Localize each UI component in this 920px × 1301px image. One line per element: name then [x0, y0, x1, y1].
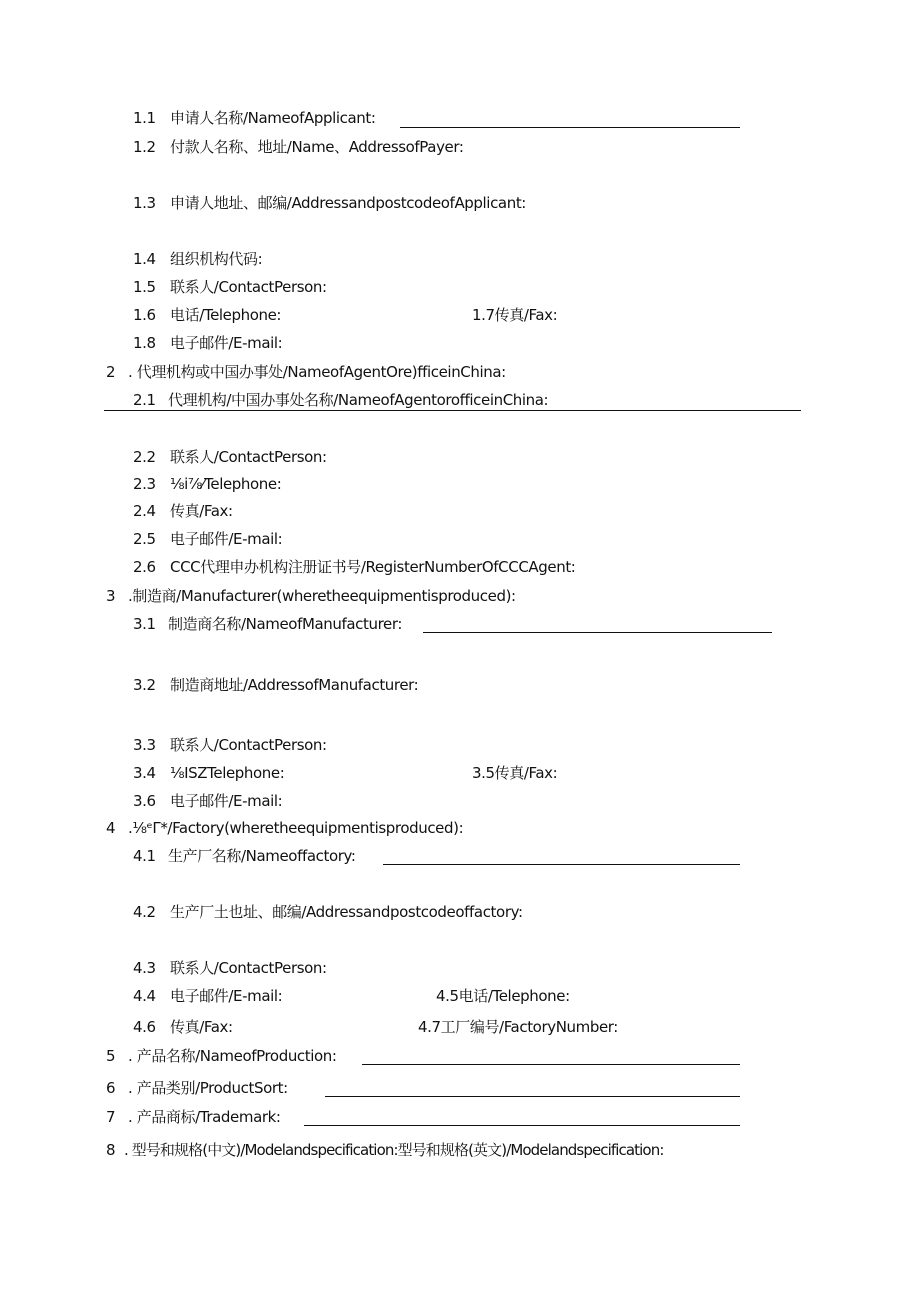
- item-number-3-1: 3.1: [133, 615, 156, 633]
- item-number-2-2: 2.2: [133, 448, 156, 466]
- item-number-2-5: 2.5: [133, 530, 156, 548]
- manufacturer-name-field[interactable]: [423, 632, 772, 633]
- item-number-2-6: 2.6: [133, 558, 156, 576]
- item-number-1-5: 1.5: [133, 278, 156, 296]
- factory-contact-person-label: 联系人/ContactPerson:: [170, 959, 327, 977]
- section-number-8: 8: [106, 1141, 116, 1159]
- agent-section-heading: . 代理机构或中国办事处/NameofAgentOre)fficeinChina:: [128, 363, 506, 381]
- manufacturer-email-label: 电子邮件/E-mail:: [170, 792, 283, 810]
- section-number-3: 3: [106, 587, 116, 605]
- model-specification-label: . 型号和规格(中文)/Modelandspecification:型号和规格(英文)/Modelandspecification:: [124, 1141, 664, 1159]
- item-number-1-8: 1.8: [133, 334, 156, 352]
- item-number-2-3: 2.3: [133, 475, 156, 493]
- manufacturer-name-label: 制造商名称/NameofManufacturer:: [168, 615, 403, 633]
- applicant-name-field[interactable]: [400, 127, 740, 128]
- product-name-field[interactable]: [362, 1064, 740, 1065]
- section-number-5: 5: [106, 1047, 116, 1065]
- section-number-6: 6: [106, 1079, 116, 1097]
- applicant-contact-person-label: 联系人/ContactPerson:: [170, 278, 327, 296]
- manufacturer-fax-label: 3.5传真/Fax:: [472, 764, 558, 782]
- item-number-1-6: 1.6: [133, 306, 156, 324]
- product-name-label: . 产品名称/NameofProduction:: [128, 1047, 337, 1065]
- applicant-name-label: 申请人名称/NameofApplicant:: [170, 109, 376, 127]
- trademark-label: . 产品商标/Trademark:: [128, 1108, 281, 1126]
- item-number-1-4: 1.4: [133, 250, 156, 268]
- ccc-agent-register-number-label: CCC代理申办机构注册证书号/RegisterNumberOfCCCAgent:: [170, 558, 576, 576]
- item-number-3-6: 3.6: [133, 792, 156, 810]
- manufacturer-contact-person-label: 联系人/ContactPerson:: [170, 736, 327, 754]
- product-sort-label: . 产品类别/ProductSort:: [128, 1079, 288, 1097]
- payer-name-address-label: 付款人名称、地址/Name、AddressofPayer:: [170, 138, 464, 156]
- applicant-fax-label: 1.7传真/Fax:: [472, 306, 558, 324]
- agent-contact-person-label: 联系人/ContactPerson:: [170, 448, 327, 466]
- section-number-7: 7: [106, 1108, 116, 1126]
- agent-telephone-label: ⅛i⅞⁄Telephone:: [170, 475, 282, 493]
- applicant-telephone-label: 电话/Telephone:: [170, 306, 282, 324]
- item-number-1-1: 1.1: [133, 109, 156, 127]
- item-number-4-3: 4.3: [133, 959, 156, 977]
- item-number-2-1: 2.1: [133, 391, 156, 409]
- manufacturer-address-label: 制造商地址/AddressofManufacturer:: [170, 676, 419, 694]
- item-number-4-4: 4.4: [133, 987, 156, 1005]
- factory-number-label: 4.7工厂编号/FactoryNumber:: [418, 1018, 618, 1036]
- item-number-1-2: 1.2: [133, 138, 156, 156]
- applicant-address-label: 申请人地址、邮编/AddressandpostcodeofApplicant:: [170, 194, 526, 212]
- agent-fax-label: 传真/Fax:: [170, 502, 233, 520]
- item-number-2-4: 2.4: [133, 502, 156, 520]
- agent-name-label: 代理机构/中国办事处名称/NameofAgentorofficeinChina:: [168, 391, 549, 409]
- organization-code-label: 组织机构代码:: [170, 250, 263, 268]
- factory-section-heading: .⅛ᵉΓ*/Factory(wheretheequipmentisproduced):: [128, 819, 464, 837]
- factory-fax-label: 传真/Fax:: [170, 1018, 233, 1036]
- manufacturer-telephone-label: ⅛ISZTelephone:: [170, 764, 285, 782]
- item-number-3-3: 3.3: [133, 736, 156, 754]
- factory-name-field[interactable]: [383, 864, 740, 865]
- section-number-4: 4: [106, 819, 116, 837]
- factory-name-label: 生产厂名称/Nameoffactory:: [168, 847, 356, 865]
- factory-address-label: 生产厂土也址、邮编/Addressandpostcodeoffactory:: [170, 903, 523, 921]
- section-number-2: 2: [106, 363, 116, 381]
- item-number-4-1: 4.1: [133, 847, 156, 865]
- item-number-1-3: 1.3: [133, 194, 156, 212]
- factory-telephone-label: 4.5电话/Telephone:: [436, 987, 570, 1005]
- applicant-email-label: 电子邮件/E-mail:: [170, 334, 283, 352]
- agent-email-label: 电子邮件/E-mail:: [170, 530, 283, 548]
- product-sort-field[interactable]: [325, 1096, 740, 1097]
- trademark-field[interactable]: [304, 1125, 740, 1126]
- manufacturer-section-heading: .制造商/Manufacturer(wheretheequipmentisproduced):: [128, 587, 516, 605]
- item-number-4-2: 4.2: [133, 903, 156, 921]
- factory-email-label: 电子邮件/E-mail:: [170, 987, 283, 1005]
- item-number-4-6: 4.6: [133, 1018, 156, 1036]
- section-divider: [104, 410, 801, 411]
- item-number-3-4: 3.4: [133, 764, 156, 782]
- item-number-3-2: 3.2: [133, 676, 156, 694]
